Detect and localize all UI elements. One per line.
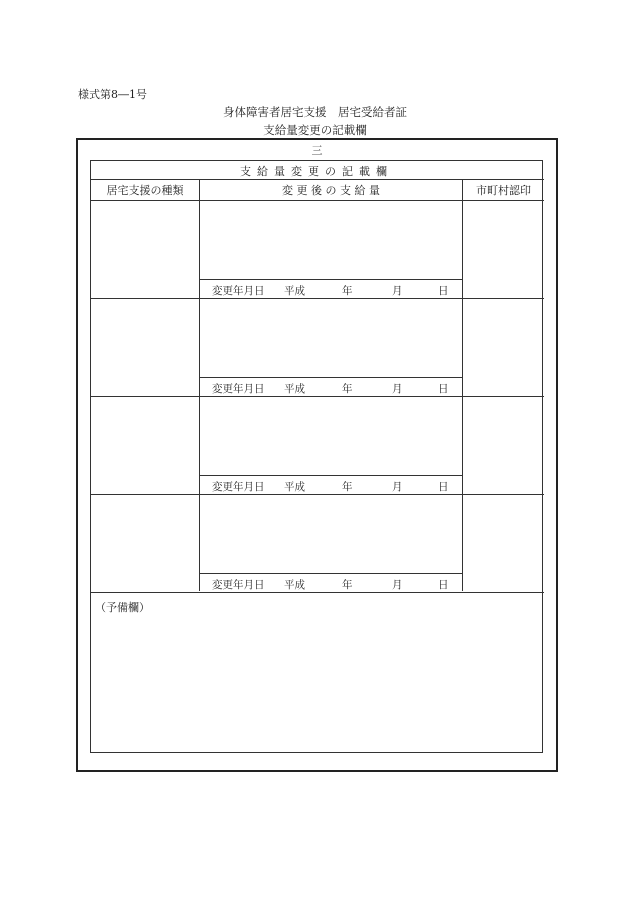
header-new-amount: 変 更 後 の 支 給 量 [282,184,380,197]
service-type-cell[interactable] [91,299,199,396]
year-label: 年 [342,285,353,297]
new-amount-cell[interactable] [200,201,462,278]
era-label: 平成 [284,481,305,493]
new-amount-cell[interactable] [200,299,462,376]
year-label: 年 [342,579,353,591]
month-label: 月 [392,383,403,395]
new-amount-cell[interactable] [200,397,462,474]
day-label: 日 [438,285,449,297]
era-label: 平成 [284,383,305,395]
change-date-label: 変更年月日 [212,481,265,493]
document-title: 身体障害者居宅支援 居宅受給者証 [223,105,407,119]
month-label: 月 [392,579,403,591]
month-label: 月 [392,285,403,297]
document-subtitle: 支給量変更の記載欄 [263,123,367,137]
service-type-cell[interactable] [91,495,199,592]
era-label: 平成 [284,579,305,591]
year-label: 年 [342,481,353,493]
page-mark: 三 [311,144,323,157]
new-amount-cell[interactable] [200,495,462,572]
month-label: 月 [392,481,403,493]
change-record-table [90,160,543,753]
reserve-label: （予備欄） [95,601,150,614]
era-label: 平成 [284,285,305,297]
change-date-label: 変更年月日 [212,579,265,591]
table-caption: 支給量変更の記載欄 [240,165,393,178]
service-type-cell[interactable] [91,201,199,298]
day-label: 日 [438,383,449,395]
day-label: 日 [438,481,449,493]
change-date-label: 変更年月日 [212,285,265,297]
reserve-field[interactable] [91,593,544,753]
service-type-cell[interactable] [91,397,199,494]
change-date-label: 変更年月日 [212,383,265,395]
form-number: 様式第8―1号 [78,88,147,101]
header-service-type: 居宅支援の種類 [106,184,184,197]
header-municipal-seal: 市町村認印 [476,184,531,197]
year-label: 年 [342,383,353,395]
day-label: 日 [438,579,449,591]
certificate-page [76,138,558,772]
